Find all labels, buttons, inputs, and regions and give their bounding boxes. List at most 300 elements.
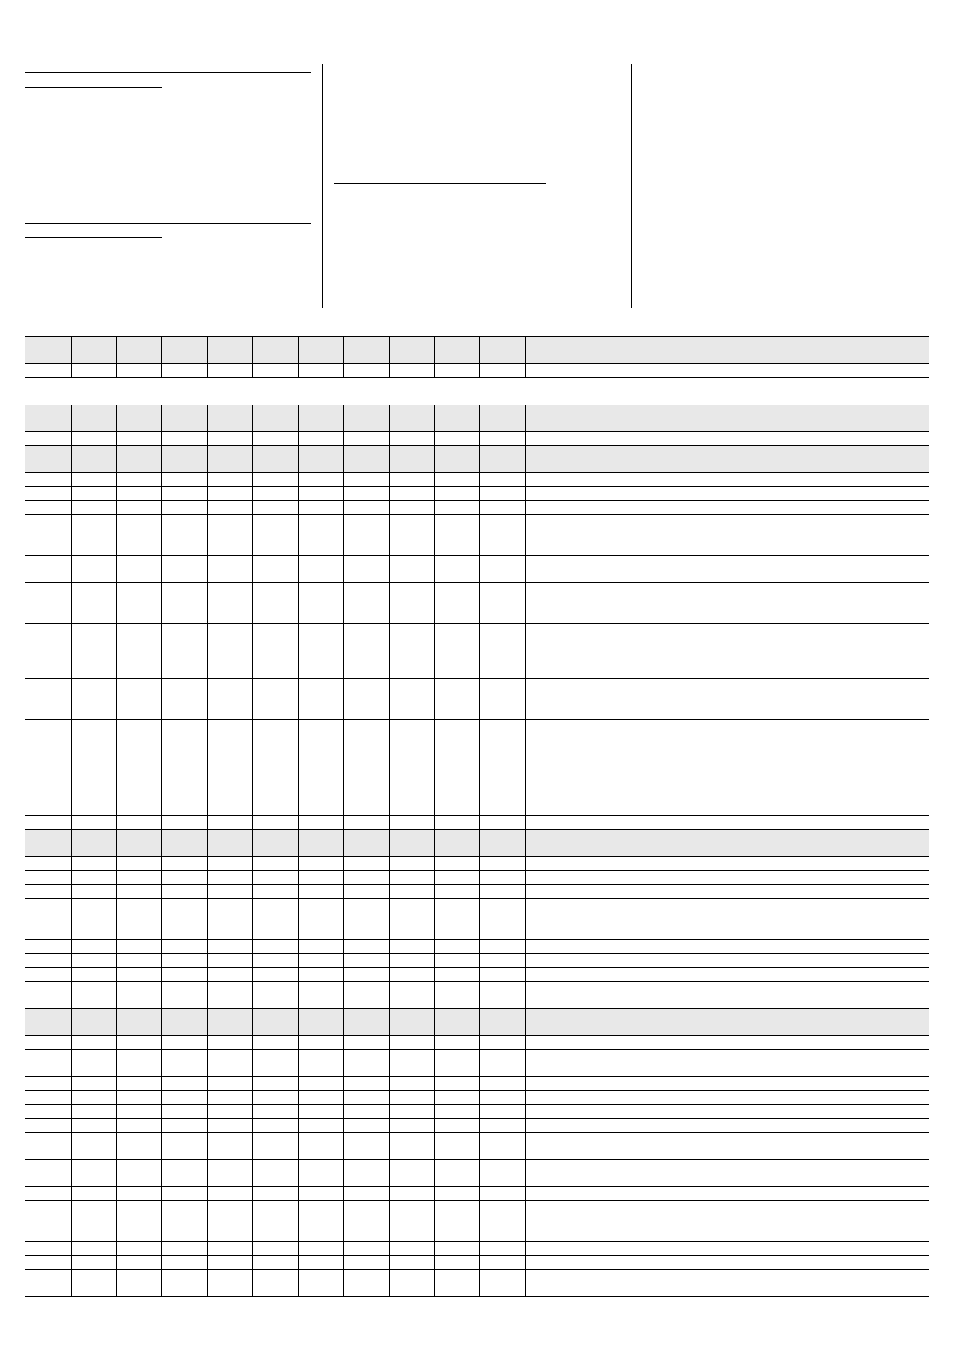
table-cell: [252, 501, 299, 514]
table-cell: [343, 432, 390, 445]
table-cell: [389, 940, 435, 953]
table-cell: [161, 954, 208, 967]
table-cell: [479, 1270, 526, 1296]
table-cell: [525, 968, 929, 981]
table-cell: [434, 487, 480, 500]
table-header-cell: [207, 405, 253, 431]
table-cell: [298, 816, 344, 829]
table-header-cell: [479, 1009, 526, 1035]
table-cell: [434, 1050, 480, 1076]
table-header-cell: [252, 830, 299, 856]
table-header-cell: [389, 830, 435, 856]
table-row: [25, 1160, 929, 1187]
table-cell: [389, 432, 435, 445]
table-cell: [71, 1201, 117, 1241]
table-cell: [161, 1242, 208, 1255]
table-cell: [343, 857, 390, 870]
table-cell: [525, 954, 929, 967]
table-cell: [161, 556, 208, 582]
table-cell: [434, 515, 480, 555]
table-cell: [479, 1105, 526, 1118]
table-header-cell: [298, 337, 344, 363]
table-cell: [434, 583, 480, 623]
table-cell: [479, 968, 526, 981]
table-cell: [298, 1133, 344, 1159]
table-row: [25, 1201, 929, 1242]
table-cell: [434, 473, 480, 486]
table-cell: [161, 1160, 208, 1186]
table-cell: [71, 885, 117, 898]
table-cell: [525, 1119, 929, 1132]
table-cell: [479, 871, 526, 884]
table-cell: [389, 624, 435, 678]
table-cell: [343, 1242, 390, 1255]
table-cell: [116, 1270, 162, 1296]
table-cell: [207, 857, 253, 870]
table-cell: [298, 1256, 344, 1269]
table-cell: [207, 364, 253, 377]
table-cell: [434, 954, 480, 967]
table-cell: [116, 1133, 162, 1159]
table-cell: [207, 1160, 253, 1186]
table-row: [25, 885, 929, 899]
table-cell: [161, 1270, 208, 1296]
table-cell: [116, 1256, 162, 1269]
table-cell: [252, 1050, 299, 1076]
table-cell: [343, 1160, 390, 1186]
table-cell: [252, 968, 299, 981]
table-cell: [298, 857, 344, 870]
table-cell: [25, 720, 72, 815]
table-cell: [71, 1242, 117, 1255]
table-cell: [434, 871, 480, 884]
table-cell: [161, 432, 208, 445]
table-cell: [298, 899, 344, 939]
table-header-cell: [343, 830, 390, 856]
table-cell: [161, 1201, 208, 1241]
table-cell: [343, 501, 390, 514]
table-cell: [71, 857, 117, 870]
table-cell: [298, 1119, 344, 1132]
table-cell: [25, 1242, 72, 1255]
table-cell: [25, 1133, 72, 1159]
table-cell: [434, 624, 480, 678]
table-cell: [298, 1077, 344, 1090]
table-header-cell: [479, 405, 526, 431]
table-cell: [71, 473, 117, 486]
table-header-cell: [252, 337, 299, 363]
table-cell: [161, 1050, 208, 1076]
table-header-cell: [71, 446, 117, 472]
table-cell: [525, 871, 929, 884]
table-cell: [434, 982, 480, 1008]
table-cell: [207, 583, 253, 623]
table-cell: [389, 501, 435, 514]
table-row: [25, 679, 929, 720]
table-cell: [71, 1187, 117, 1200]
table-cell: [161, 515, 208, 555]
table-cell: [479, 1256, 526, 1269]
table-cell: [207, 885, 253, 898]
table-header-cell: [298, 446, 344, 472]
table-row: [25, 857, 929, 871]
table-header-cell: [71, 830, 117, 856]
table-header-cell: [25, 830, 72, 856]
table-cell: [479, 1133, 526, 1159]
table-cell: [252, 899, 299, 939]
table-cell: [479, 487, 526, 500]
table-cell: [252, 583, 299, 623]
table-cell: [343, 1270, 390, 1296]
table-cell: [116, 432, 162, 445]
table-cell: [116, 885, 162, 898]
table-cell: [252, 1187, 299, 1200]
table-cell: [479, 1091, 526, 1104]
table-header-cell: [161, 1009, 208, 1035]
table-cell: [207, 473, 253, 486]
table-cell: [252, 364, 299, 377]
table-cell: [479, 954, 526, 967]
table-row: [25, 1077, 929, 1091]
table-cell: [161, 1077, 208, 1090]
table-cell: [479, 720, 526, 815]
table-header-cell: [25, 446, 72, 472]
table-cell: [525, 940, 929, 953]
table-row: [25, 954, 929, 968]
table-cell: [71, 1119, 117, 1132]
table-cell: [71, 954, 117, 967]
table-header-cell: [434, 446, 480, 472]
table-header-cell: [298, 830, 344, 856]
table-cell: [252, 982, 299, 1008]
table-row: [25, 720, 929, 816]
table-cell: [298, 1187, 344, 1200]
table-cell: [525, 816, 929, 829]
table-cell: [116, 501, 162, 514]
table-cell: [434, 556, 480, 582]
table-cell: [71, 871, 117, 884]
table-cell: [389, 1091, 435, 1104]
table-header-cell: [116, 1009, 162, 1035]
table-row: [25, 1119, 929, 1133]
table-cell: [25, 624, 72, 678]
table-cell: [161, 1187, 208, 1200]
table-header-row: [25, 1009, 929, 1036]
table-cell: [298, 1091, 344, 1104]
table-cell: [298, 473, 344, 486]
table-cell: [434, 1105, 480, 1118]
table-cell: [434, 679, 480, 719]
table-cell: [525, 899, 929, 939]
table-cell: [252, 871, 299, 884]
table-header-cell: [343, 405, 390, 431]
table-header-cell: [116, 446, 162, 472]
table-cell: [25, 940, 72, 953]
table-header-cell: [207, 446, 253, 472]
table-header-cell: [252, 446, 299, 472]
table-row: [25, 1242, 929, 1256]
table-cell: [389, 515, 435, 555]
table-header-cell: [525, 405, 929, 431]
table-cell: [116, 679, 162, 719]
table-cell: [207, 556, 253, 582]
table-cell: [525, 624, 929, 678]
table-cell: [161, 364, 208, 377]
table-header-cell: [116, 405, 162, 431]
table-cell: [525, 515, 929, 555]
table-cell: [252, 1091, 299, 1104]
table-header-cell: [479, 830, 526, 856]
table-cell: [71, 487, 117, 500]
table-cell: [25, 816, 72, 829]
table-cell: [479, 364, 526, 377]
table-cell: [434, 1270, 480, 1296]
table-cell: [207, 816, 253, 829]
table-cell: [116, 954, 162, 967]
table-cell: [71, 720, 117, 815]
table-cell: [25, 1105, 72, 1118]
table-cell: [252, 1201, 299, 1241]
table-cell: [298, 1160, 344, 1186]
table-cell: [161, 1091, 208, 1104]
table-cell: [525, 1091, 929, 1104]
table-cell: [71, 1256, 117, 1269]
table-cell: [479, 1242, 526, 1255]
table-cell: [71, 624, 117, 678]
table-cell: [207, 1270, 253, 1296]
table-cell: [298, 1036, 344, 1049]
table-cell: [298, 1242, 344, 1255]
table-header-row: [25, 446, 929, 473]
table-cell: [71, 1270, 117, 1296]
table-cell: [116, 940, 162, 953]
table-cell: [479, 1201, 526, 1241]
table-cell: [252, 1105, 299, 1118]
table-cell: [434, 1201, 480, 1241]
table-cell: [25, 556, 72, 582]
table-header-cell: [116, 830, 162, 856]
table-header-cell: [25, 1009, 72, 1035]
table-cell: [525, 556, 929, 582]
table-cell: [298, 1050, 344, 1076]
table-cell: [71, 1133, 117, 1159]
table-cell: [25, 501, 72, 514]
table-cell: [389, 1242, 435, 1255]
table-cell: [116, 473, 162, 486]
table-header-cell: [161, 337, 208, 363]
table-header-cell: [343, 1009, 390, 1035]
table-row: [25, 583, 929, 624]
table-cell: [525, 1187, 929, 1200]
table-cell: [207, 515, 253, 555]
table-cell: [298, 364, 344, 377]
column-divider: [631, 64, 632, 308]
table-cell: [389, 1160, 435, 1186]
table-cell: [161, 501, 208, 514]
table-cell: [434, 857, 480, 870]
table-cell: [71, 1105, 117, 1118]
table-cell: [389, 954, 435, 967]
table-cell: [116, 556, 162, 582]
table-cell: [389, 487, 435, 500]
table-row: [25, 1091, 929, 1105]
table-cell: [25, 954, 72, 967]
table-cell: [298, 720, 344, 815]
table-cell: [343, 1105, 390, 1118]
table-cell: [161, 679, 208, 719]
table-cell: [343, 982, 390, 1008]
table-cell: [343, 487, 390, 500]
table-row: [25, 940, 929, 954]
table-cell: [71, 1091, 117, 1104]
table-cell: [116, 857, 162, 870]
table-cell: [298, 968, 344, 981]
table-cell: [389, 1201, 435, 1241]
table-cell: [389, 583, 435, 623]
table-cell: [25, 982, 72, 1008]
table-cell: [479, 885, 526, 898]
table-cell: [207, 679, 253, 719]
table-cell: [298, 487, 344, 500]
table-row: [25, 556, 929, 583]
table-cell: [298, 501, 344, 514]
table-cell: [389, 1119, 435, 1132]
table-header-cell: [25, 405, 72, 431]
table-cell: [25, 583, 72, 623]
table-cell: [252, 473, 299, 486]
section-heading-underline: [25, 237, 162, 238]
table-header-cell: [298, 405, 344, 431]
table-cell: [434, 899, 480, 939]
table-cell: [343, 885, 390, 898]
table-header-cell: [389, 405, 435, 431]
table-cell: [479, 816, 526, 829]
table-cell: [207, 968, 253, 981]
table-header-cell: [434, 1009, 480, 1035]
table-cell: [207, 624, 253, 678]
table-row: [25, 1050, 929, 1077]
table-cell: [479, 1050, 526, 1076]
table-cell: [525, 1270, 929, 1296]
table-header-cell: [389, 337, 435, 363]
table-cell: [252, 857, 299, 870]
table-cell: [116, 487, 162, 500]
table-cell: [479, 556, 526, 582]
table-cell: [71, 364, 117, 377]
table-cell: [479, 515, 526, 555]
table-header-cell: [525, 337, 929, 363]
table-header-cell: [389, 1009, 435, 1035]
table-cell: [389, 1187, 435, 1200]
table-cell: [343, 1036, 390, 1049]
column-divider: [322, 64, 323, 308]
table-cell: [252, 1270, 299, 1296]
table-cell: [252, 1256, 299, 1269]
table-cell: [343, 556, 390, 582]
table-cell: [116, 1091, 162, 1104]
table-header-cell: [525, 830, 929, 856]
table-cell: [343, 515, 390, 555]
table-cell: [434, 501, 480, 514]
table-header-cell: [434, 337, 480, 363]
table-cell: [434, 1036, 480, 1049]
table-cell: [389, 1133, 435, 1159]
table-cell: [298, 1105, 344, 1118]
table-cell: [343, 624, 390, 678]
table-cell: [161, 871, 208, 884]
table-cell: [207, 1133, 253, 1159]
table-cell: [161, 1119, 208, 1132]
table-cell: [161, 1133, 208, 1159]
table-cell: [207, 1050, 253, 1076]
table-cell: [161, 899, 208, 939]
table-cell: [525, 1242, 929, 1255]
table-cell: [207, 982, 253, 1008]
table-cell: [25, 885, 72, 898]
table-cell: [71, 940, 117, 953]
table-cell: [252, 679, 299, 719]
table-cell: [298, 583, 344, 623]
table-cell: [479, 940, 526, 953]
table-header-cell: [71, 405, 117, 431]
table-cell: [25, 1091, 72, 1104]
table-cell: [343, 473, 390, 486]
table-cell: [161, 487, 208, 500]
table-cell: [161, 583, 208, 623]
table-cell: [525, 487, 929, 500]
table-cell: [389, 982, 435, 1008]
table-cell: [434, 940, 480, 953]
table-cell: [25, 1077, 72, 1090]
table-cell: [161, 473, 208, 486]
table-cell: [71, 1050, 117, 1076]
table-cell: [71, 515, 117, 555]
table-cell: [71, 968, 117, 981]
table-cell: [434, 816, 480, 829]
table-cell: [434, 720, 480, 815]
table-cell: [71, 501, 117, 514]
table-cell: [343, 1187, 390, 1200]
table-cell: [525, 1050, 929, 1076]
table-cell: [116, 968, 162, 981]
table-cell: [343, 1256, 390, 1269]
table-cell: [207, 432, 253, 445]
table-cell: [434, 1077, 480, 1090]
table-row: [25, 871, 929, 885]
table-cell: [389, 1256, 435, 1269]
table-header-cell: [479, 446, 526, 472]
table-cell: [343, 816, 390, 829]
table-cell: [207, 899, 253, 939]
table-cell: [298, 871, 344, 884]
table-cell: [479, 899, 526, 939]
table-cell: [343, 940, 390, 953]
table-cell: [25, 515, 72, 555]
table-cell: [479, 857, 526, 870]
table-cell: [252, 624, 299, 678]
table-cell: [525, 1201, 929, 1241]
table-row: [25, 899, 929, 940]
table-cell: [25, 1187, 72, 1200]
table-cell: [525, 501, 929, 514]
table-cell: [116, 1160, 162, 1186]
table-row: [25, 364, 929, 378]
table-cell: [161, 857, 208, 870]
table-cell: [161, 624, 208, 678]
table-cell: [298, 432, 344, 445]
table-cell: [434, 1091, 480, 1104]
table-cell: [525, 1036, 929, 1049]
